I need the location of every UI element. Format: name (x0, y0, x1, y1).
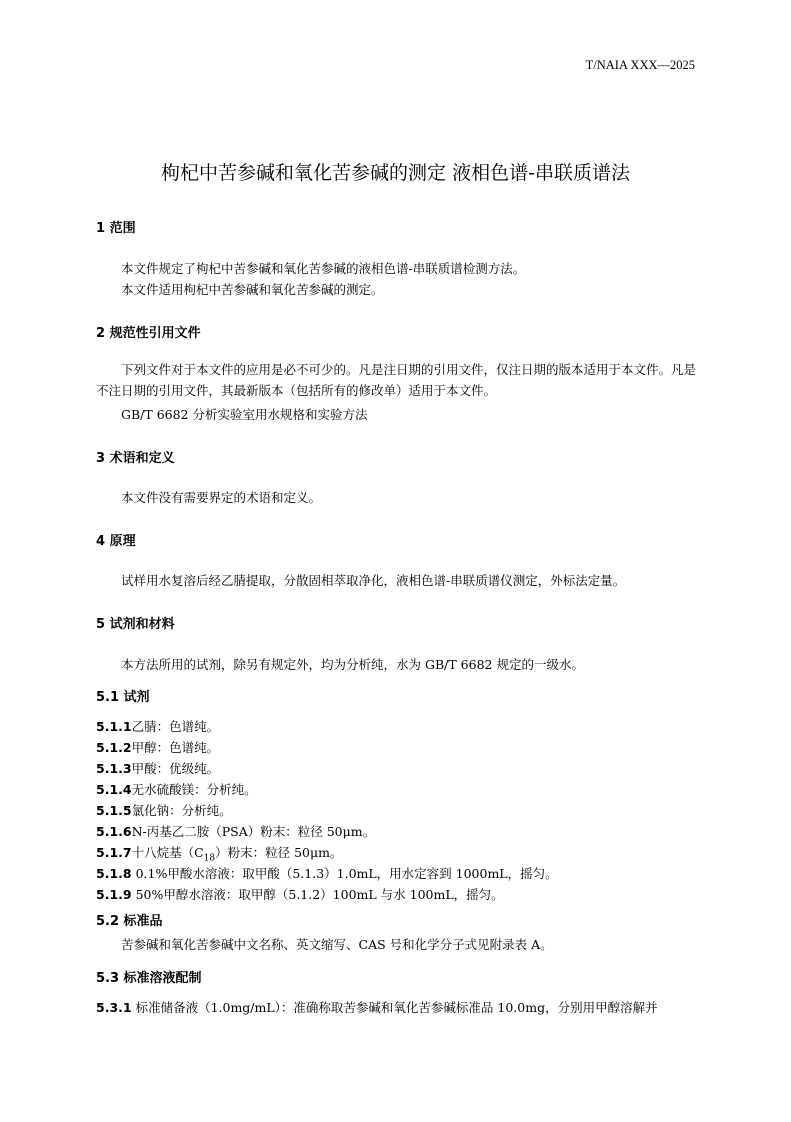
item-subscript: 18 (203, 853, 216, 864)
section-5-2-heading: 5.2 标准品 (96, 914, 163, 929)
reagent-item (96, 864, 558, 882)
section-1-paragraph-2: 本文件适用枸杞中苦参碱和氧化苦参碱的测定。 (121, 282, 384, 297)
reagent-item (96, 843, 342, 864)
item-text: 50%甲醇水溶液：取甲醇（5.1.2）100mL 与水 100mL，摇匀。 (135, 887, 504, 902)
section-2-paragraph-1: 下列文件对于本文件的应用是必不可少的。凡是注日期的引用文件，仅注日期的版本适用于本文件。凡是不注日期的引用文件，其最新版本（包括所有的修改单）适用于本文件。 (96, 362, 697, 398)
item-number: 5.1.4 (96, 782, 132, 797)
item-text: 无水硫酸镁：分析纯。 (131, 782, 257, 797)
item-number: 5.1.5 (96, 803, 132, 818)
section-1-heading: 1 范围 (96, 221, 136, 236)
reagent-item (96, 885, 504, 903)
item-number: 5.1.8 (96, 866, 132, 881)
item-number: 5.3.1 (96, 1000, 132, 1015)
item-number: 5.1.3 (96, 761, 132, 776)
section-5-heading: 5 试剂和材料 (96, 617, 175, 632)
item-text: N-丙基乙二胺（PSA）粉末：粒径 50μm。 (131, 824, 376, 839)
section-5-2-paragraph-1: 苦参碱和氧化苦参碱中文名称、英文缩写、CAS 号和化学分子式见附录表 A。 (121, 937, 553, 952)
item-text: 甲醇：色谱纯。 (131, 740, 220, 755)
document-title: 枸杞中苦参碱和氧化苦参碱的测定 液相色谱-串联质谱法 (161, 162, 630, 184)
item-text: 0.1%甲酸水溶液：取甲酸（5.1.3）1.0mL，用水定容到 1000mL，摇匀。 (135, 866, 558, 881)
section-3-paragraph-1: 本文件没有需要界定的术语和定义。 (121, 490, 322, 505)
item-text: 乙腈：色谱纯。 (131, 719, 220, 734)
standard-solution-item (96, 998, 658, 1016)
section-2-reference: GB/T 6682 分析实验室用水规格和实验方法 (121, 407, 368, 422)
reagent-item (96, 717, 219, 735)
section-3-heading: 3 术语和定义 (96, 451, 175, 466)
item-number: 5.1.1 (96, 719, 132, 734)
section-1-paragraph-1: 本文件规定了枸杞中苦参碱和氧化苦参碱的液相色谱-串联质谱检测方法。 (121, 261, 526, 276)
reagent-item (96, 759, 219, 777)
section-5-3-heading: 5.3 标准溶液配制 (96, 971, 202, 986)
section-4-heading: 4 原理 (96, 534, 136, 549)
document-code: T/NAIA XXX—2025 (585, 58, 695, 72)
item-number: 5.1.6 (96, 824, 132, 839)
section-5-1-heading: 5.1 试剂 (96, 690, 150, 705)
item-text: 标准储备液（1.0mg/mL）：准确称取苦参碱和氧化苦参碱标准品 10.0mg，分别用甲醇溶解并 (135, 1000, 658, 1015)
section-5-paragraph-1: 本方法所用的试剂，除另有规定外，均为分析纯，水为 GB/T 6682 规定的一级水。 (121, 657, 584, 672)
item-text: 十八烷基（C (131, 845, 204, 860)
section-2-heading: 2 规范性引用文件 (96, 326, 201, 341)
item-text: 甲酸：优级纯。 (131, 761, 220, 776)
item-text: 氯化钠：分析纯。 (131, 803, 232, 818)
reagent-item (96, 801, 232, 819)
reagent-item (96, 780, 257, 798)
reagent-item (96, 738, 219, 756)
item-text: ）粉末：粒径 50μm。 (215, 845, 343, 860)
item-number: 5.1.9 (96, 887, 132, 902)
item-number: 5.1.2 (96, 740, 132, 755)
item-number: 5.1.7 (96, 845, 132, 860)
reagent-item (96, 822, 375, 840)
section-4-paragraph-1: 试样用水复溶后经乙腈提取，分散固相萃取净化，液相色谱-串联质谱仪测定，外标法定量。 (121, 573, 626, 588)
